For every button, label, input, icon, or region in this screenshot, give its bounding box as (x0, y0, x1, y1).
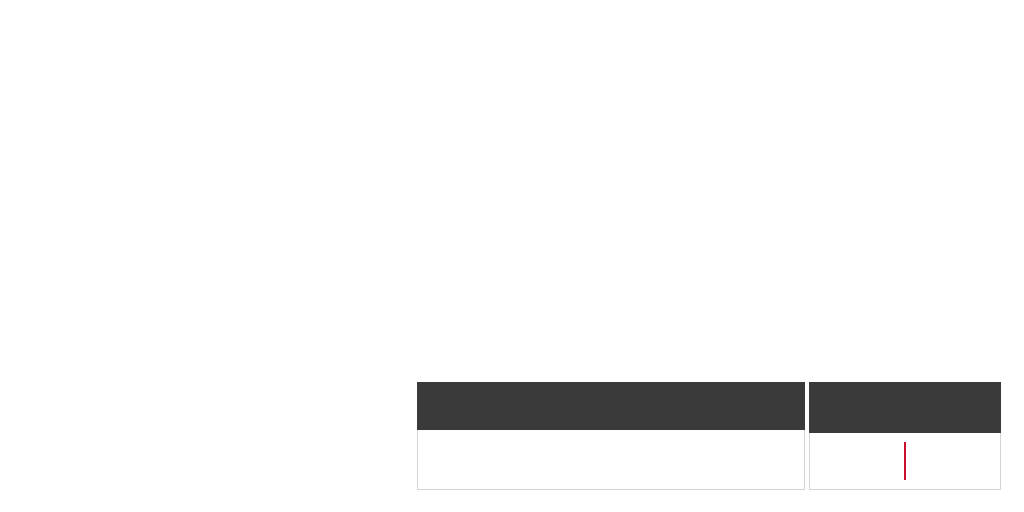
mini-calendars-header-band (417, 382, 805, 430)
week-number-box (809, 433, 1001, 490)
mini-calendars-body (417, 430, 805, 490)
weekday-columns-row (25, 30, 1001, 380)
bottom-row (25, 382, 1001, 490)
day-block-saturday (25, 382, 217, 490)
calendar-sheet (25, 30, 1001, 490)
day-block-sunday (221, 382, 413, 490)
month-week-panel (809, 382, 1001, 490)
mini-calendars-panel (417, 382, 805, 490)
current-month-header (809, 382, 1001, 433)
week-number-divider (904, 442, 906, 480)
